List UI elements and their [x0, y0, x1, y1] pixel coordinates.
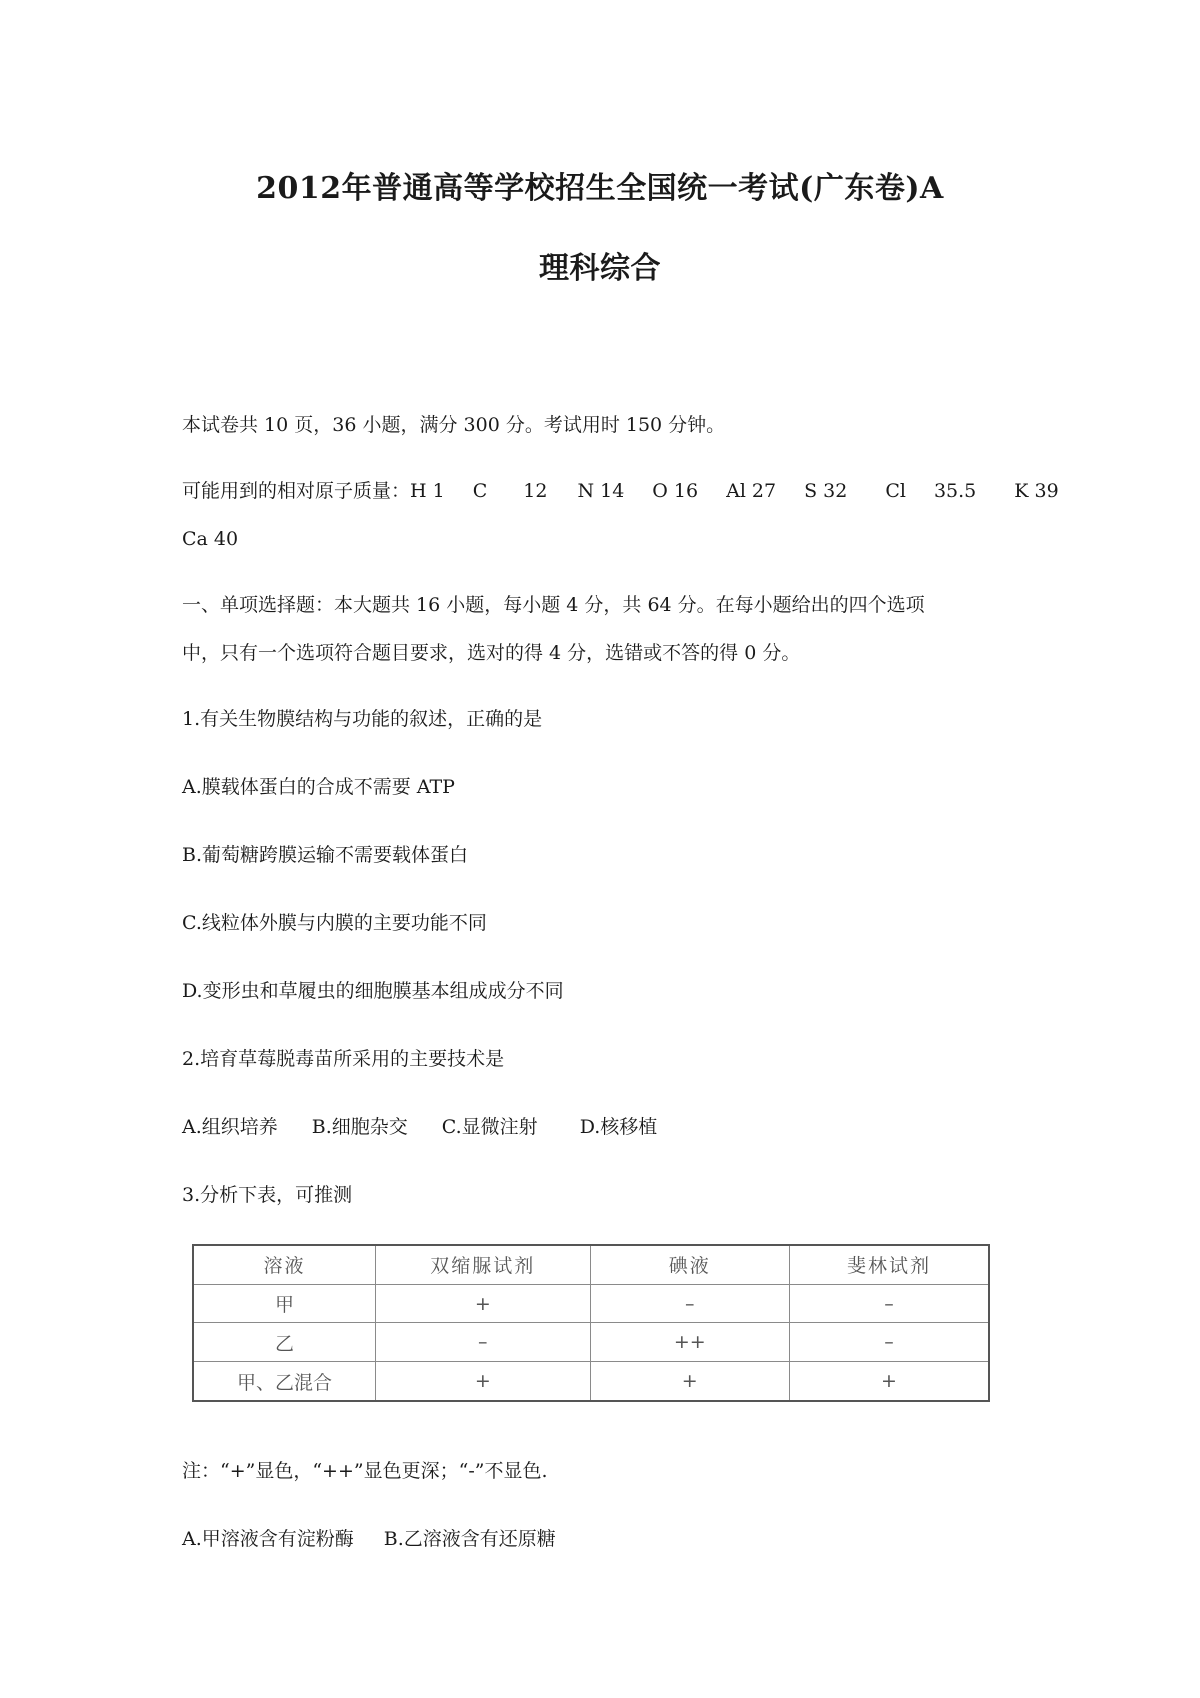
section-heading-line2: 中，只有一个选项符合题目要求，选对的得 4 分，选错或不答的得 0 分。 [182, 642, 801, 664]
table-row [193, 1284, 989, 1323]
mass-h: H 1 [410, 480, 445, 502]
atomic-masses-cont: Ca 40 [182, 528, 239, 550]
question-1-stem: 1.有关生物膜结构与功能的叙述，正确的是 [182, 708, 543, 730]
question-1-option-d: D.变形虫和草履虫的细胞膜基本组成成分不同 [182, 980, 564, 1002]
question-1-option-c: C.线粒体外膜与内膜的主要功能不同 [182, 912, 487, 934]
exam-subtitle: 理科综合 [539, 251, 661, 286]
mass-s: S 32 [804, 480, 848, 502]
question-1-option-a: A.膜载体蛋白的合成不需要 ATP [182, 776, 455, 798]
question-3-options [182, 1527, 556, 1551]
table-row [193, 1323, 989, 1362]
question-2-option-a: A.组织培养 [182, 1116, 278, 1138]
table-header-row [193, 1245, 989, 1284]
question-2-option-c: C.显微注射 [441, 1116, 538, 1138]
question-1-option-b: B.葡萄糖跨膜运输不需要载体蛋白 [182, 844, 469, 866]
section-heading-line1: 一、单项选择题：本大题共 16 小题，每小题 4 分，共 64 分。在每小题给出的四个选项 [182, 594, 925, 616]
question-2-option-b: B.细胞杂交 [311, 1116, 408, 1138]
question-2-option-d: D.核移植 [579, 1116, 658, 1138]
table-cell: – [790, 1323, 990, 1362]
question-3-stem: 3.分析下表，可推测 [182, 1184, 353, 1206]
table-cell: 乙 [193, 1323, 376, 1362]
table-cell: + [376, 1284, 590, 1323]
table-header-cell: 溶液 [193, 1245, 376, 1284]
mass-k: K 39 [1014, 480, 1059, 502]
table-cell: – [590, 1284, 790, 1323]
mass-al: Al 27 [726, 480, 777, 502]
table-cell: – [376, 1323, 590, 1362]
table-cell: + [590, 1362, 790, 1401]
mass-cl-value: 35.5 [933, 480, 977, 502]
question-2-stem: 2.培育草莓脱毒苗所采用的主要技术是 [182, 1048, 505, 1070]
table-header-cell: 斐林试剂 [790, 1245, 990, 1284]
table-cell: + [376, 1362, 590, 1401]
question-2-options [182, 1115, 657, 1139]
table-cell: – [790, 1284, 990, 1323]
table-cell: ++ [590, 1323, 790, 1362]
intro-line: 本试卷共 10 页，36 小题，满分 300 分。考试用时 150 分钟。 [182, 414, 726, 436]
mass-n: N 14 [577, 480, 625, 502]
reagent-table [192, 1244, 990, 1402]
exam-title: 2012年普通高等学校招生全国统一考试(广东卷)A [256, 171, 944, 206]
question-3-option-a: A.甲溶液含有淀粉酶 [182, 1528, 354, 1550]
table-header-cell: 碘液 [590, 1245, 790, 1284]
question-3-option-b: B.乙溶液含有还原糖 [383, 1528, 556, 1550]
table-header-cell: 双缩脲试剂 [376, 1245, 590, 1284]
table-cell: 甲、乙混合 [193, 1362, 376, 1401]
mass-cl-symbol: Cl [885, 480, 906, 502]
atomic-masses-label: 可能用到的相对原子质量： [182, 480, 411, 502]
table-cell: 甲 [193, 1284, 376, 1323]
table-cell: + [790, 1362, 990, 1401]
mass-c-value: 12 [523, 480, 548, 502]
atomic-masses-line [182, 479, 1059, 503]
mass-c-symbol: C [472, 480, 488, 502]
mass-o: O 16 [652, 480, 699, 502]
table-row [193, 1362, 989, 1401]
table-note: 注：“+”显色，“++”显色更深；“-”不显色. [182, 1460, 548, 1482]
